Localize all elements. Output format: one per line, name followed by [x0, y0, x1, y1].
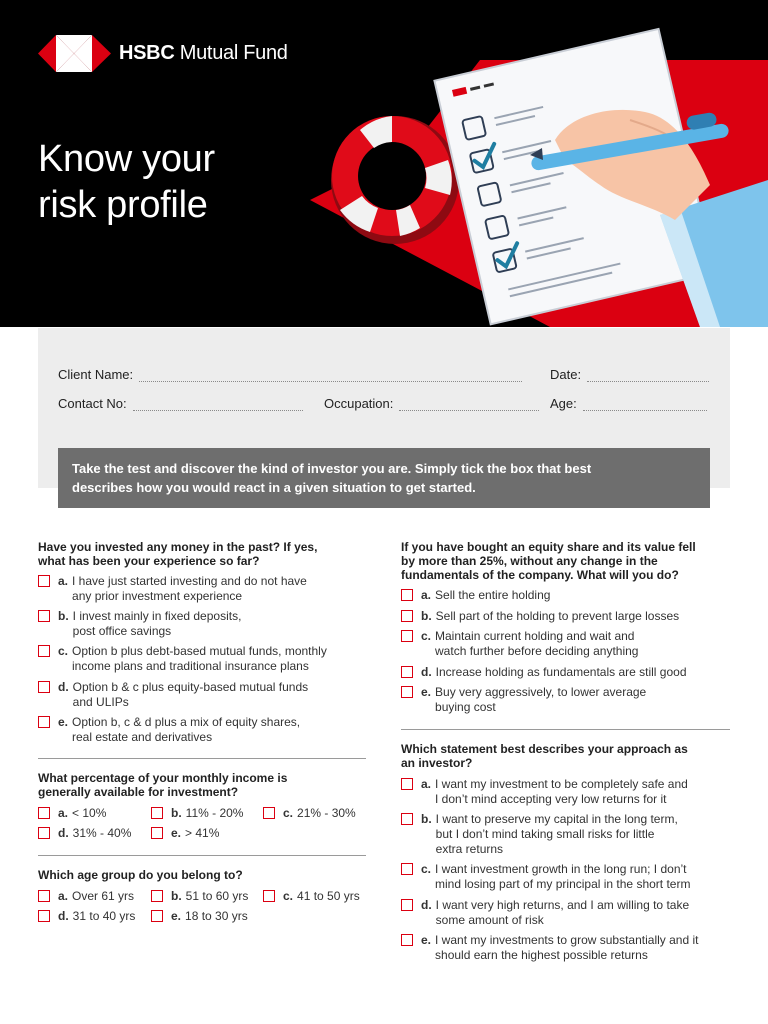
client-name-label: Client Name:: [58, 367, 134, 382]
client-name-line[interactable]: [139, 370, 522, 382]
brand-logo: [38, 35, 288, 72]
risk-checklist-illustration: [300, 0, 768, 327]
q5-option-c[interactable]: c. I want investment growth in the long run; I don’t mind losing part of my principal in the short term: [401, 862, 690, 892]
checkbox[interactable]: [38, 890, 50, 902]
date-field[interactable]: [550, 367, 709, 382]
q3-option-e[interactable]: e. 18 to 30 yrs: [151, 909, 248, 924]
occupation-label: Occupation:: [324, 396, 394, 411]
occupation-field[interactable]: [324, 396, 539, 411]
divider: [38, 758, 366, 759]
checkbox[interactable]: [401, 934, 413, 946]
checkbox[interactable]: [151, 890, 163, 902]
q4-option-a[interactable]: a. Sell the entire holding: [401, 588, 550, 603]
checkbox[interactable]: [38, 807, 50, 819]
checkbox[interactable]: [401, 863, 413, 875]
hsbc-hexagon-icon: [38, 35, 111, 72]
header-banner: [0, 0, 768, 327]
q1-option-e[interactable]: e. Option b, c & d plus a mix of equity shares, real estate and derivatives: [38, 715, 300, 745]
q3-option-a[interactable]: a. Over 61 yrs: [38, 889, 134, 904]
question-1-title: Have you invested any money in the past? If yes, what has been your experience so far?: [38, 540, 318, 568]
checkbox[interactable]: [401, 610, 413, 622]
checkbox[interactable]: [263, 807, 275, 819]
q5-option-e[interactable]: e. I want my investments to grow substantially and it should earn the highest possible returns: [401, 933, 698, 963]
q2-option-a[interactable]: a. < 10%: [38, 806, 106, 821]
age-field[interactable]: [550, 396, 707, 411]
checkbox[interactable]: [38, 645, 50, 657]
q4-option-c[interactable]: c. Maintain current holding and wait and watch further before deciding anything: [401, 629, 638, 659]
q3-option-c[interactable]: c. 41 to 50 yrs: [263, 889, 360, 904]
age-label: Age:: [550, 396, 577, 411]
checkbox[interactable]: [401, 778, 413, 790]
q3-option-d[interactable]: d. 31 to 40 yrs: [38, 909, 135, 924]
divider: [401, 729, 730, 730]
q4-option-b[interactable]: b. Sell part of the holding to prevent large losses: [401, 609, 679, 624]
checkbox[interactable]: [401, 813, 413, 825]
q2-option-d[interactable]: d. 31% - 40%: [38, 826, 131, 841]
date-label: Date:: [550, 367, 582, 382]
checkbox[interactable]: [38, 575, 50, 587]
q4-option-d[interactable]: d. Increase holding as fundamentals are still good: [401, 665, 687, 680]
checkbox[interactable]: [401, 899, 413, 911]
checkbox[interactable]: [401, 630, 413, 642]
checkbox[interactable]: [151, 827, 163, 839]
brand-name: HSBC Mutual Fund: [119, 42, 288, 64]
client-name-field[interactable]: [58, 367, 522, 382]
q1-option-b[interactable]: b. I invest mainly in fixed deposits, post office savings: [38, 609, 241, 639]
checkbox[interactable]: [38, 827, 50, 839]
q2-option-e[interactable]: e. > 41%: [151, 826, 219, 841]
instructions-banner: Take the test and discover the kind of investor you are. Simply tick the box that best describes how you would react in a given situation to get started.: [58, 448, 710, 508]
q5-option-a[interactable]: a. I want my investment to be completely safe and I don’t mind accepting very low returns for it: [401, 777, 688, 807]
checkbox[interactable]: [38, 910, 50, 922]
q5-option-b[interactable]: b. I want to preserve my capital in the long term, but I don’t mind taking small risks for little extra returns: [401, 812, 678, 857]
checkbox[interactable]: [401, 666, 413, 678]
question-5-title: Which statement best describes your approach as an investor?: [401, 742, 688, 770]
q1-option-a[interactable]: a. I have just started investing and do not have any prior investment experience: [38, 574, 307, 604]
checkbox[interactable]: [38, 681, 50, 693]
q2-option-b[interactable]: b. 11% - 20%: [151, 806, 243, 821]
page-title: Know your risk profile: [38, 138, 215, 226]
contact-no-line[interactable]: [133, 399, 303, 411]
question-3-title: Which age group do you belong to?: [38, 868, 243, 882]
question-2-title: What percentage of your monthly income is generally available for investment?: [38, 771, 288, 799]
checkbox[interactable]: [263, 890, 275, 902]
checkbox[interactable]: [38, 716, 50, 728]
q5-option-d[interactable]: d. I want very high returns, and I am willing to take some amount of risk: [401, 898, 689, 928]
date-line[interactable]: [587, 370, 709, 382]
checkbox[interactable]: [401, 686, 413, 698]
occupation-line[interactable]: [399, 399, 539, 411]
contact-no-label: Contact No:: [58, 396, 127, 411]
q2-option-c[interactable]: c. 21% - 30%: [263, 806, 356, 821]
q1-option-c[interactable]: c. Option b plus debt-based mutual funds, monthly income plans and traditional insurance plans: [38, 644, 327, 674]
checkbox[interactable]: [151, 910, 163, 922]
contact-no-field[interactable]: [58, 396, 303, 411]
lifebuoy-icon: [331, 116, 459, 244]
q3-option-b[interactable]: b. 51 to 60 yrs: [151, 889, 248, 904]
q1-option-d[interactable]: d. Option b & c plus equity-based mutual funds and ULIPs: [38, 680, 308, 710]
age-line[interactable]: [583, 399, 707, 411]
checkbox[interactable]: [38, 610, 50, 622]
q4-option-e[interactable]: e. Buy very aggressively, to lower average buying cost: [401, 685, 646, 715]
checkbox[interactable]: [151, 807, 163, 819]
checkbox[interactable]: [401, 589, 413, 601]
divider: [38, 855, 366, 856]
question-4-title: If you have bought an equity share and its value fell by more than 25%, without any change in the fundamentals of the company. What will you do?: [401, 540, 696, 582]
